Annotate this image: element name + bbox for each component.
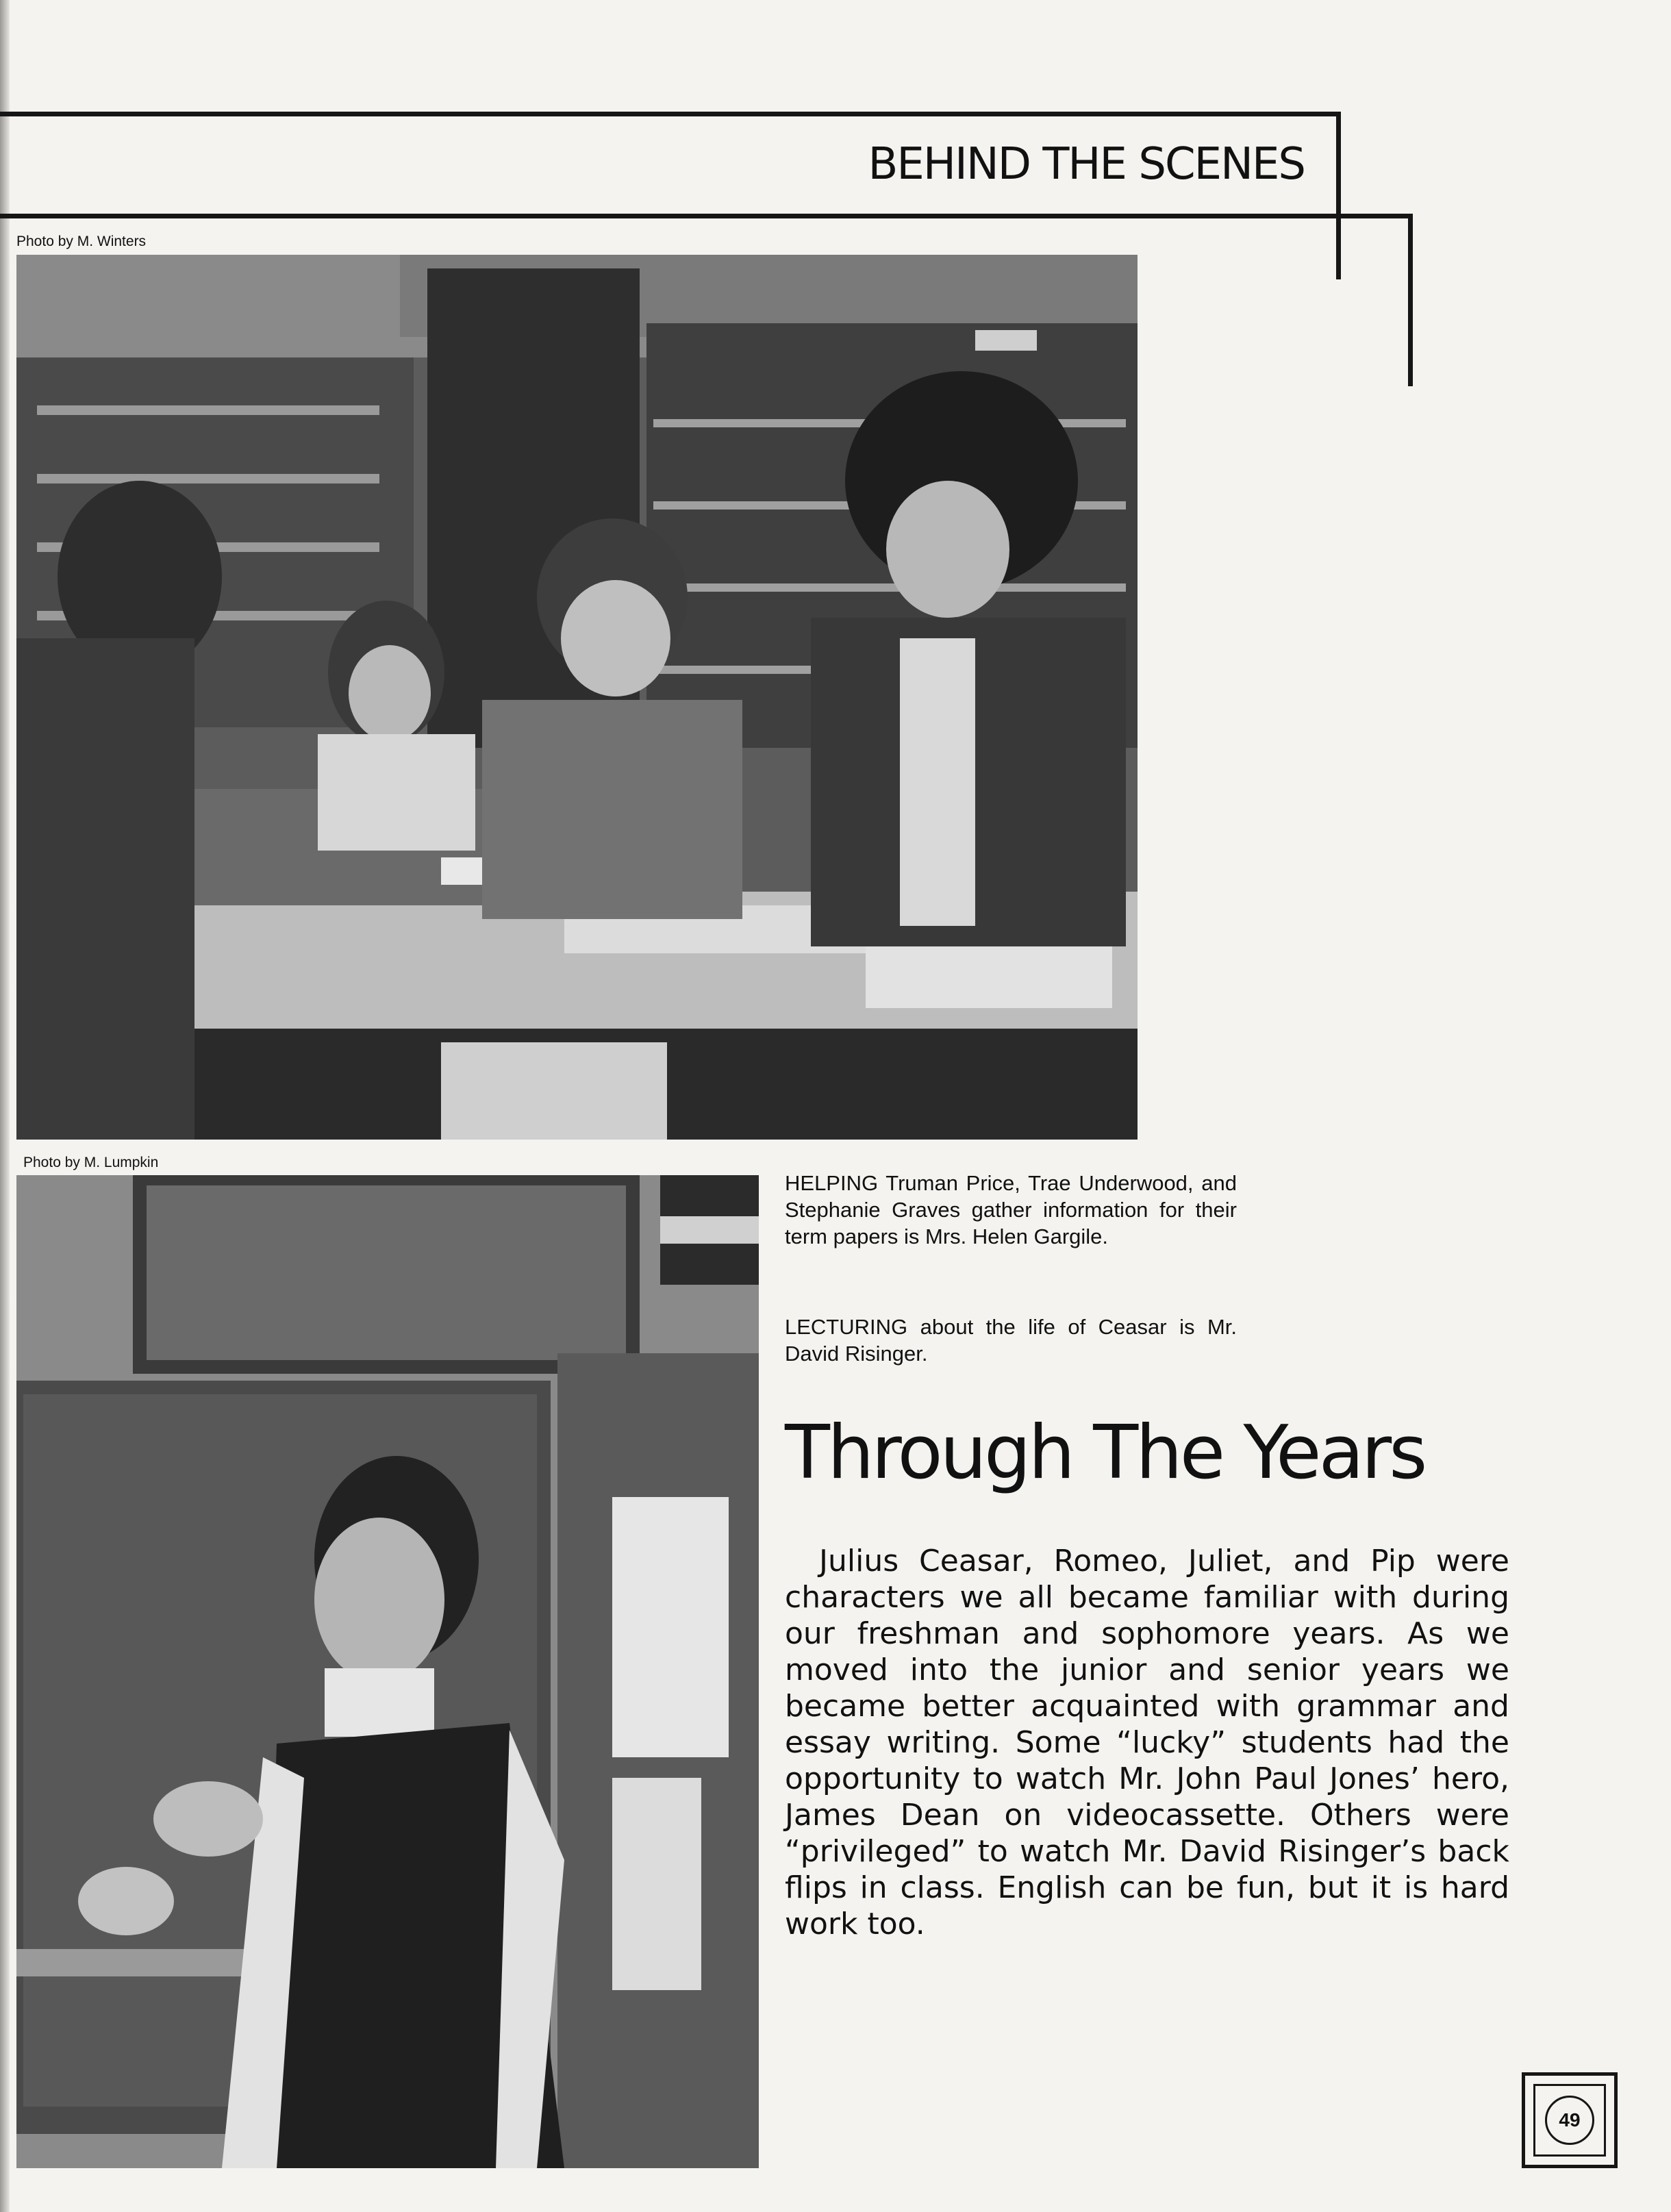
header-rule-top [0, 112, 1341, 116]
article-body: Julius Ceasar, Romeo, Juliet, and Pip were characters we all became familiar with during our freshman and sophomore years. As we moved into the junior and senior years we became better acquainted with grammar and essay writing. Some “lucky” students had the opportunity to watch Mr. John Paul Jones’ hero, James Dean on videocassette. Others were “privileged” to watch Mr. David Risinger’s back flips in class. English can be fun, but it is hard work too. [785, 1544, 1509, 1941]
page-edge-shadow [0, 0, 10, 2212]
caption-library-lead: HELPING [785, 1171, 879, 1195]
header-rule-bottom-vertical [1408, 214, 1413, 386]
caption-classroom-lead: LECTURING [785, 1315, 908, 1339]
photo-library-scene [16, 255, 1138, 1140]
caption-classroom-text: about the life of Ceasar is Mr. David Risinger. [785, 1315, 1237, 1366]
photo-credit-bottom: Photo by M. Lumpkin [23, 1155, 159, 1170]
photo-credit-top: Photo by M. Winters [16, 234, 147, 249]
library-photo-illustration [16, 255, 1138, 1140]
page-number-badge [1522, 2072, 1618, 2168]
classroom-photo-illustration [16, 1175, 759, 2168]
photo-classroom-scene [16, 1175, 759, 2168]
caption-library-photo [785, 1170, 1237, 1250]
page-number: 49 [1545, 2096, 1594, 2145]
section-title: BEHIND THE SCENES [868, 139, 1305, 190]
caption-classroom-photo [785, 1314, 1237, 1367]
article-headline: Through The Years [785, 1410, 1425, 1496]
header-rule-bottom [0, 214, 1413, 218]
caption-library-text: Truman Price, Trae Underwood, and Stephanie Graves gather information for their term papers is Mrs. Helen Gargile. [785, 1171, 1237, 1248]
header-rule-top-vertical [1336, 112, 1341, 279]
